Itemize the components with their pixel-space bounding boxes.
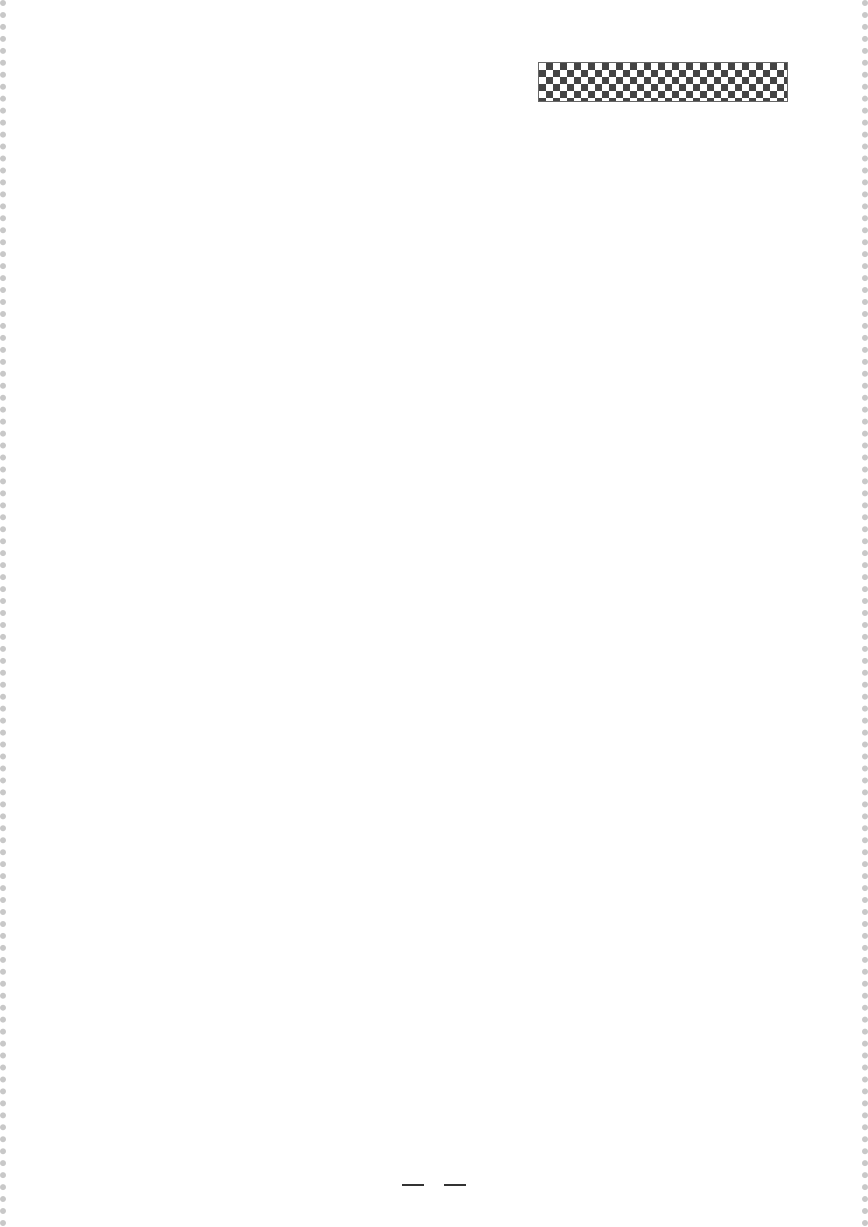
footer-dash-right [444,1184,466,1186]
tips-banner [538,62,788,102]
page-footer [0,1174,868,1193]
tips-index [538,62,788,102]
footer-dash-left [402,1184,424,1186]
